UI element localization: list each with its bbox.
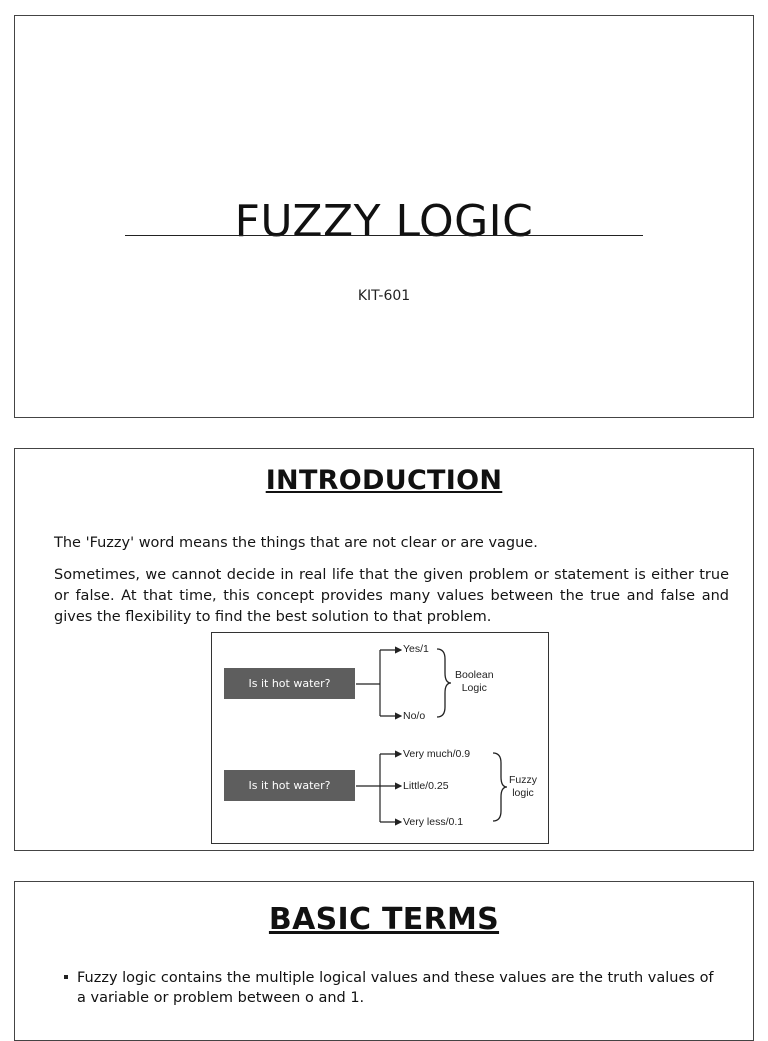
boolean-logic-label: Boolean Logic [455, 669, 494, 694]
slide-heading: INTRODUCTION [265, 465, 503, 496]
title-slide [14, 15, 754, 418]
slide-title: FUZZY LOGIC [234, 196, 534, 247]
introduction-slide [14, 448, 754, 851]
fuzzy-output-very-much: Very much/0.9 [403, 748, 471, 760]
boolean-question-box: Is it hot water? [224, 668, 355, 699]
title-underline [125, 235, 643, 236]
fuzzy-question-box: Is it hot water? [224, 770, 355, 801]
diagram-connectors [212, 633, 550, 845]
boolean-vs-fuzzy-diagram [211, 632, 549, 844]
slide-subtitle: KIT-601 [357, 288, 411, 304]
fuzzy-output-very-less: Very less/0.1 [403, 816, 464, 828]
slide-heading: BASIC TERMS [268, 902, 500, 937]
fuzzy-output-little: Little/0.25 [403, 780, 449, 792]
boolean-output-yes: Yes/1 [403, 643, 429, 655]
intro-paragraph-2: Sometimes, we cannot decide in real life that the given problem or statement is either true or false. At that time, this concept provides many values between the true and false and gives the flexibility to find the best solution to that problem. [54, 567, 729, 625]
fuzzy-logic-label: Fuzzy logic [509, 774, 538, 799]
bullet-item: Fuzzy logic contains the multiple logical values and these values are the truth values of a variable or problem between o and 1. [64, 968, 723, 1008]
boolean-output-no: No/o [403, 710, 426, 722]
basic-terms-slide [14, 881, 754, 1041]
bullet-list [64, 968, 723, 1018]
intro-paragraph-1: The 'Fuzzy' word means the things that are not clear or are vague. [54, 535, 538, 551]
